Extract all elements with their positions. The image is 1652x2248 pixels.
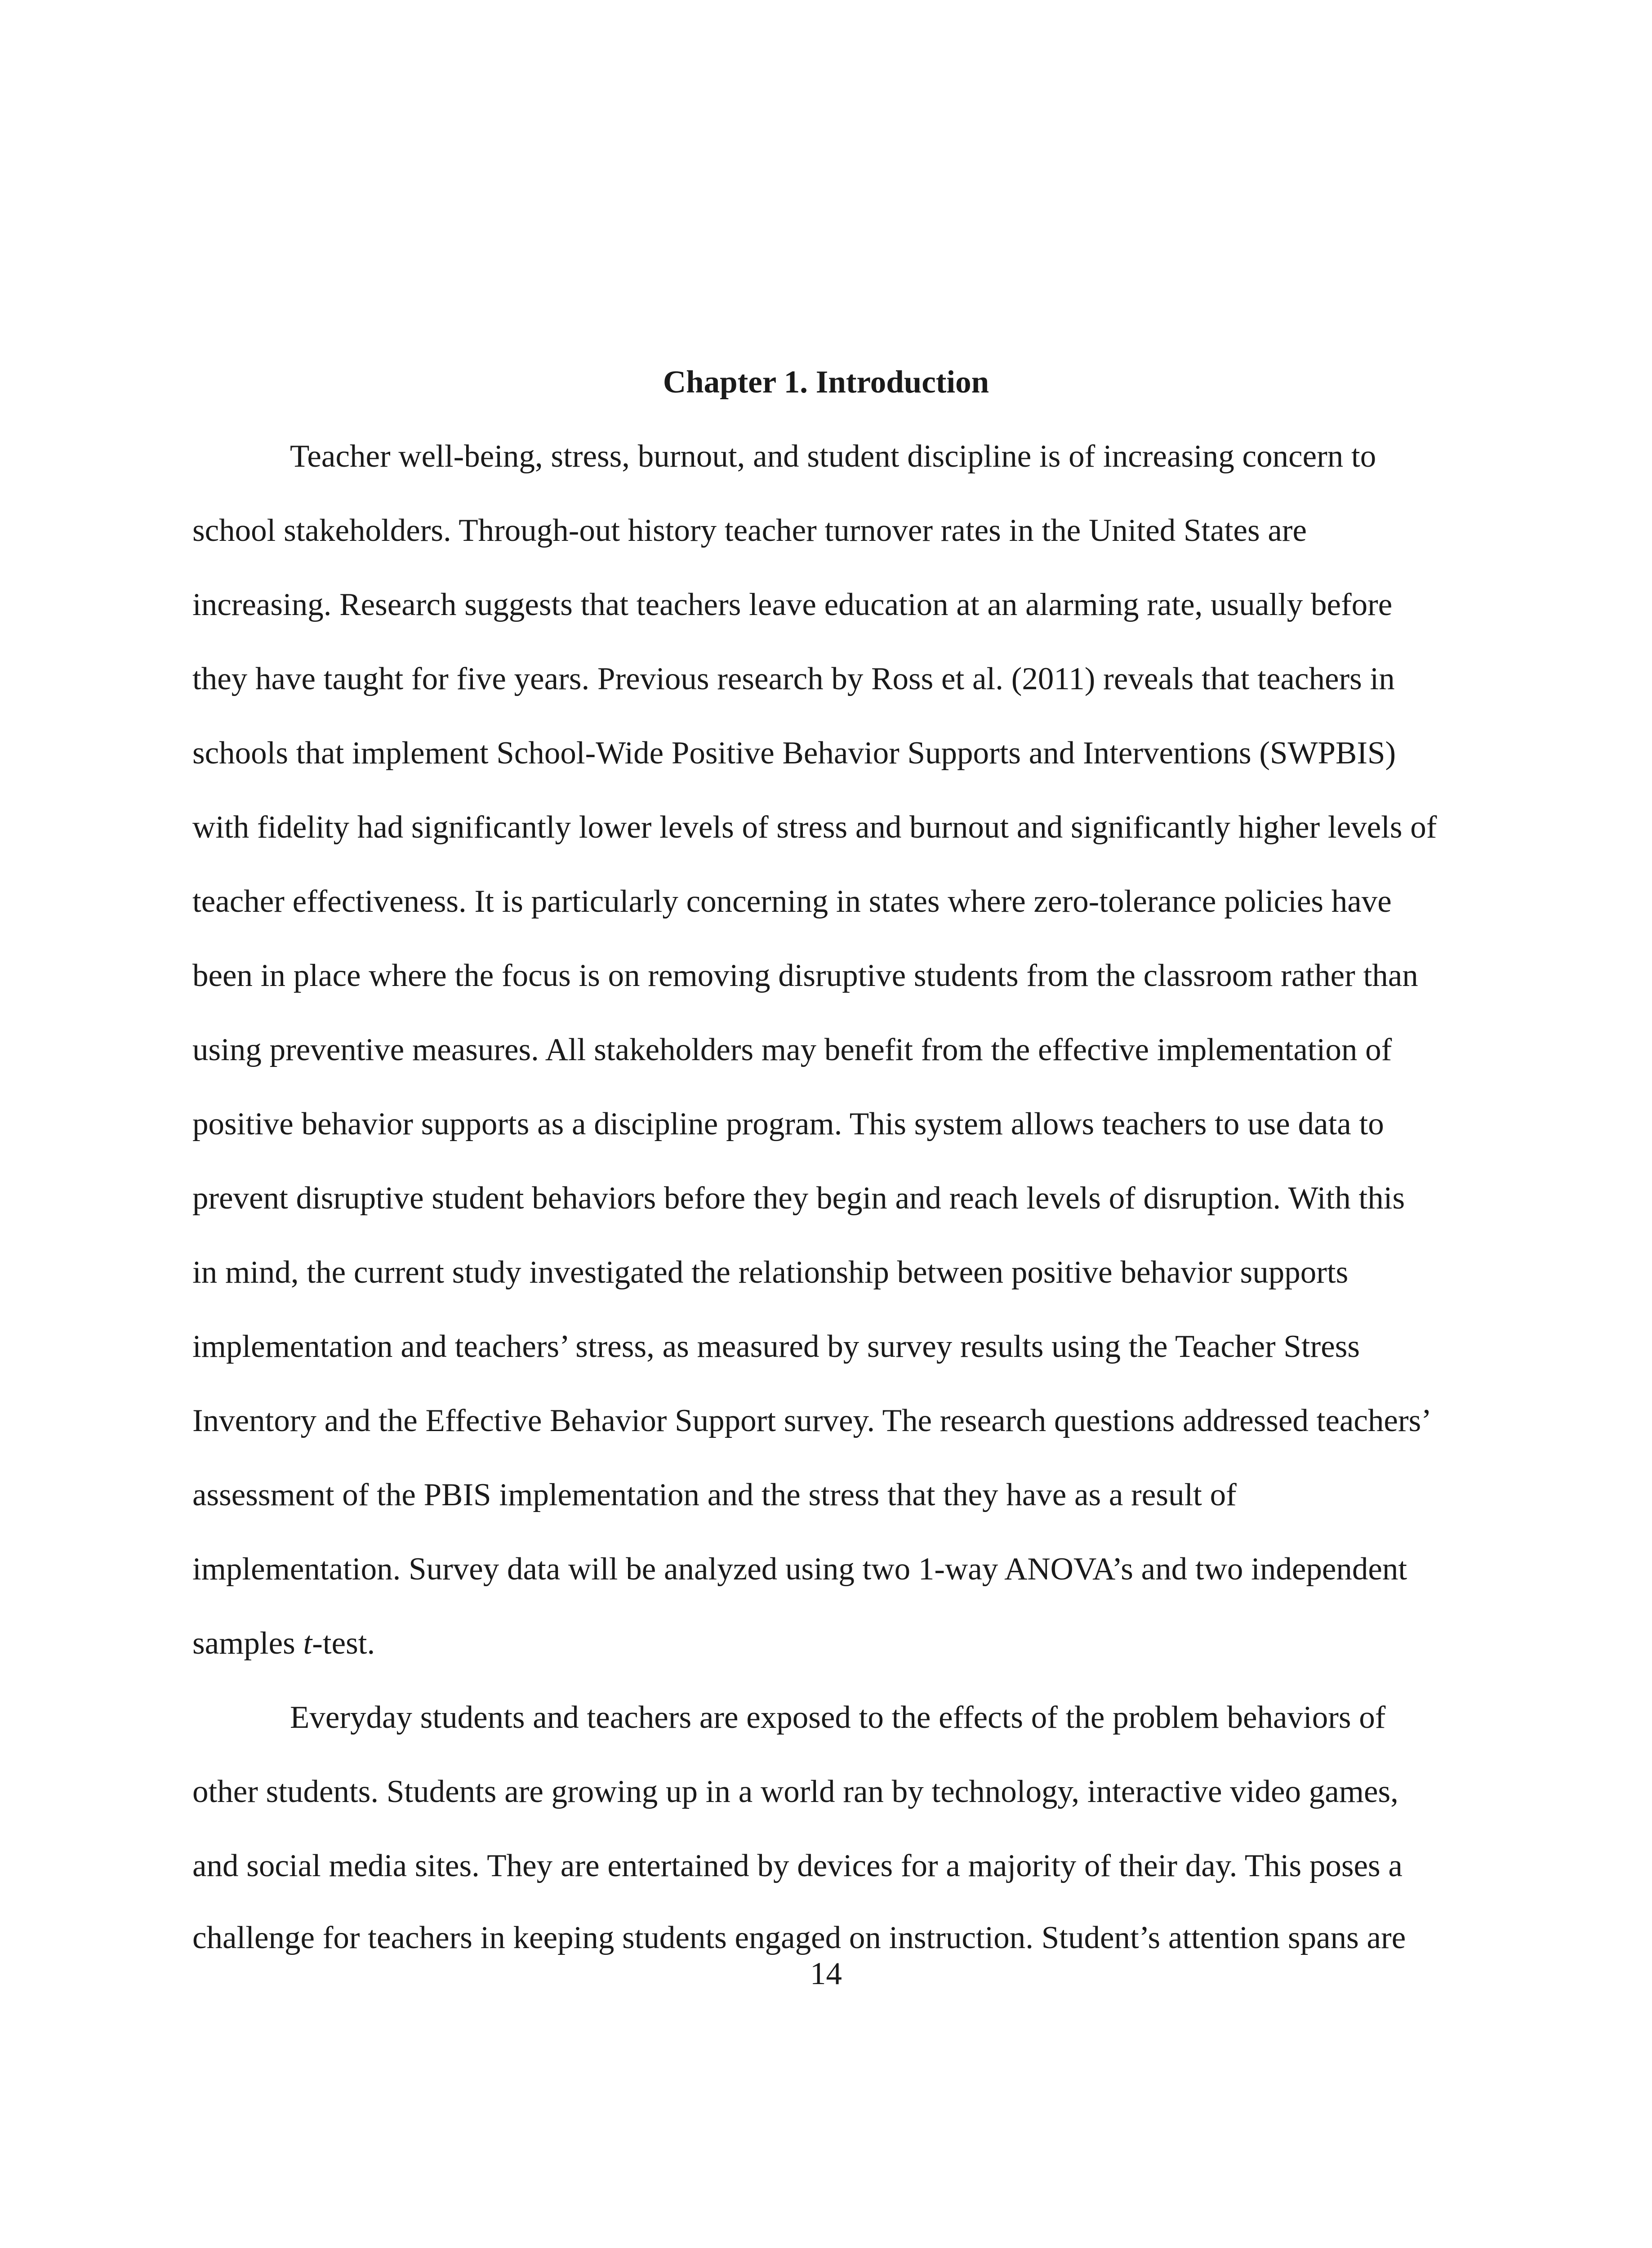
body-line: prevent disruptive student behaviors before they begin and reach levels of disruption. With this bbox=[192, 1181, 1405, 1216]
chapter-title: Chapter 1. Introduction bbox=[663, 365, 989, 400]
body-line: with fidelity had significantly lower levels of stress and burnout and significantly higher levels of bbox=[192, 810, 1437, 845]
body-line: school stakeholders. Through-out history teacher turnover rates in the United States are bbox=[192, 513, 1307, 548]
body-line: positive behavior supports as a discipline program. This system allows teachers to use data to bbox=[192, 1106, 1384, 1142]
body-line: Teacher well-being, stress, burnout, and student discipline is of increasing concern to bbox=[290, 439, 1376, 474]
body-line: increasing. Research suggests that teachers leave education at an alarming rate, usually before bbox=[192, 587, 1393, 622]
body-line: and social media sites. They are entertained by devices for a majority of their day. This poses a bbox=[192, 1848, 1403, 1883]
body-line: teacher effectiveness. It is particularly concerning in states where zero-tolerance policies have bbox=[192, 884, 1392, 919]
body-line: Inventory and the Effective Behavior Support survey. The research questions addressed teachers’ bbox=[192, 1403, 1432, 1438]
body-line: challenge for teachers in keeping students engaged on instruction. Student’s attention spans are bbox=[192, 1920, 1406, 1955]
body-line: other students. Students are growing up in a world ran by technology, interactive video games, bbox=[192, 1774, 1398, 1809]
body-line: implementation and teachers’ stress, as measured by survey results using the Teacher Stress bbox=[192, 1329, 1360, 1364]
body-line: they have taught for five years. Previous research by Ross et al. (2011) reveals that teachers in bbox=[192, 661, 1395, 696]
body-line: using preventive measures. All stakeholders may benefit from the effective implementation of bbox=[192, 1032, 1392, 1067]
body-line: assessment of the PBIS implementation and the stress that they have as a result of bbox=[192, 1477, 1237, 1512]
body-line: been in place where the focus is on removing disruptive students from the classroom rather than bbox=[192, 958, 1418, 993]
italic-t: t bbox=[303, 1626, 312, 1661]
page-number: 14 bbox=[810, 1956, 842, 1991]
body-line: schools that implement School-Wide Positive Behavior Supports and Interventions (SWPBIS) bbox=[192, 736, 1396, 771]
body-line: Everyday students and teachers are exposed to the effects of the problem behaviors of bbox=[290, 1700, 1386, 1735]
body-line-last bbox=[192, 1621, 375, 1666]
body-line: in mind, the current study investigated the relationship between positive behavior supports bbox=[192, 1255, 1349, 1290]
text-run: -test. bbox=[312, 1626, 375, 1661]
body-line: implementation. Survey data will be analyzed using two 1-way ANOVA’s and two independent bbox=[192, 1552, 1407, 1587]
text-run: samples bbox=[192, 1626, 303, 1661]
